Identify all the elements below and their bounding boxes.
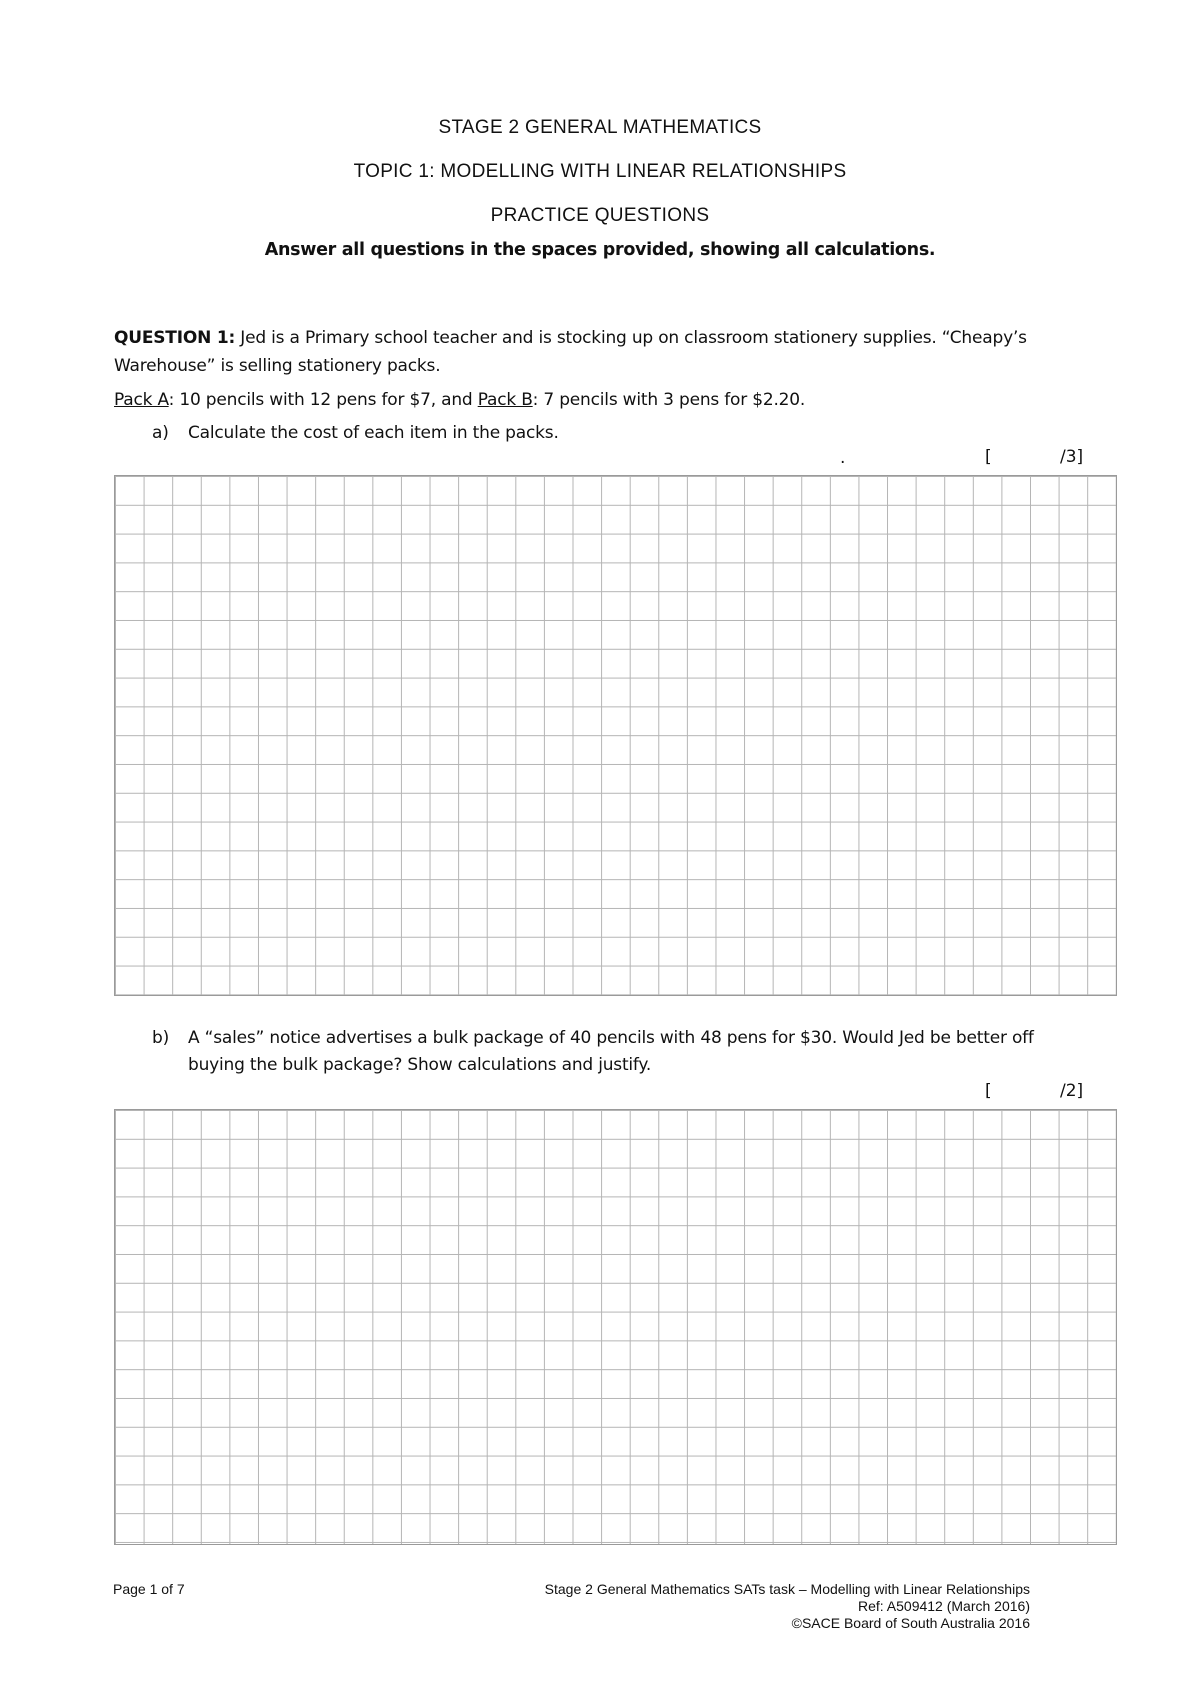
practice-title: PRACTICE QUESTIONS: [490, 205, 710, 226]
footer-task-title: Stage 2 General Mathematics SATs task – Modelling with Linear Relationships: [544, 1581, 1030, 1597]
instructions: Answer all questions in the spaces provided, showing all calculations.: [264, 240, 936, 260]
part-a-dot: .: [840, 448, 846, 468]
part-a-marks: [985, 447, 1095, 471]
pack-a-text: : 10 pencils with 12 pens for $7, and: [168, 390, 478, 410]
part-b-marks-close: /2]: [1060, 1081, 1084, 1101]
question-1-label: QUESTION 1:: [114, 328, 236, 348]
part-b-marks: [985, 1081, 1095, 1105]
part-b-text: A “sales” notice advertises a bulk package of 40 pencils with 48 pens for $30. Would Jed be better off buying the bulk package? Show calculations and justify.: [188, 1028, 1034, 1075]
footer-ref: Ref: A509412 (March 2016): [858, 1598, 1030, 1614]
question-1-body: Jed is a Primary school teacher and is stocking up on classroom stationery supplies. “Cheapy’s Warehouse” is selling stationery packs.: [114, 328, 1027, 376]
pack-b-text: : 7 pencils with 3 pens for $2.20.: [532, 390, 806, 410]
part-b-label: b): [152, 1028, 170, 1048]
document-title: STAGE 2 GENERAL MATHEMATICS: [438, 117, 762, 138]
answer-grid-a[interactable]: [114, 475, 1117, 996]
question-1-text: [114, 324, 1104, 380]
footer-copyright: ©SACE Board of South Australia 2016: [791, 1615, 1030, 1631]
topic-title: TOPIC 1: MODELLING WITH LINEAR RELATIONSHIPS: [353, 161, 847, 182]
part-a-marks-close: /3]: [1060, 447, 1084, 467]
pack-a-label: Pack A: [114, 390, 169, 410]
part-a-marks-open: [: [985, 447, 992, 467]
part-b-marks-open: [: [985, 1081, 992, 1101]
part-a-text: Calculate the cost of each item in the packs.: [188, 423, 559, 443]
question-1-packs: [114, 386, 1104, 414]
page-number: Page 1 of 7: [113, 1581, 185, 1597]
pack-b-label: Pack B: [477, 390, 533, 410]
answer-grid-b[interactable]: [114, 1109, 1117, 1545]
footer-reference: [430, 1581, 1030, 1632]
part-a-label: a): [152, 423, 169, 443]
